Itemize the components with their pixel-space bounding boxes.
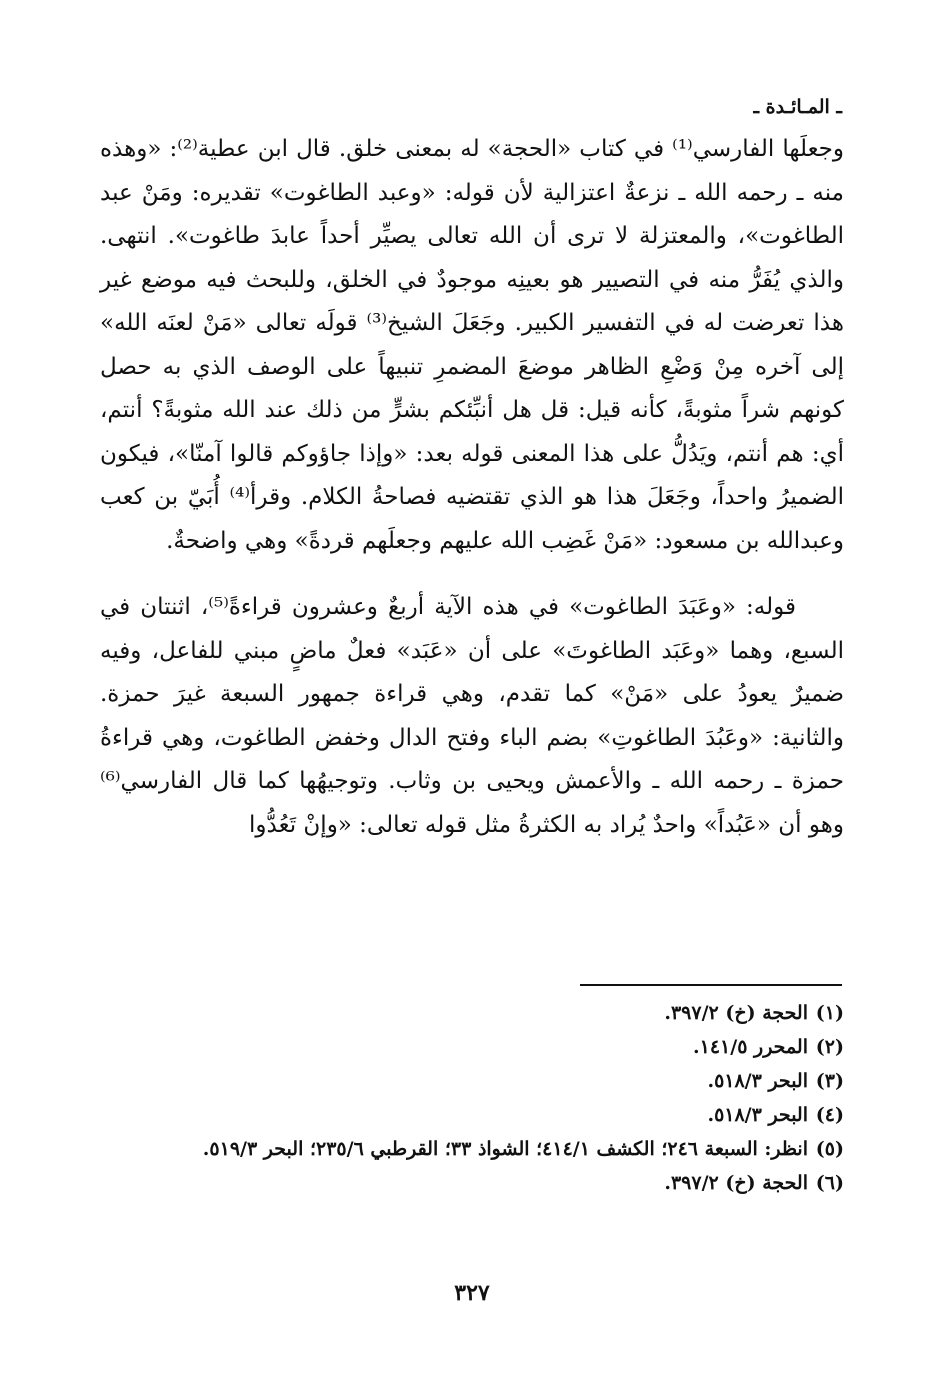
body-paragraph-2: قوله: «وعَبَدَ الطاغوت» في هذه الآية أربعٌ وعشرون قراءةً⁽⁵⁾، اثنتان في السبع، وهما «وعَبَد الطاغوتَ» على أن «عَبَد» فعلٌ ماضٍ مبني للفاعل، وفيه ضميرٌ يعودُ على «مَنْ» كما تقدم، وهي قراءة جمهور السبعة غيرَ حمزة. والثانية: «وعَبُدَ الطاغوتِ» بضم الباء وفتح الدال وخفض الطاغوت، وهي قراءةُ حمزة ـ رحمه الله ـ والأعمش ويحيى بن وثاب. وتوجيهُها كما قال الفارسي⁽⁶⁾ وهو أن «عَبُداً» واحدٌ يُراد به الكثرةُ مثل قوله تعالى: «وإنْ تَعُدُّوا <box>100 594 844 838</box>
body-paragraph-1: وجعلَها الفارسي⁽¹⁾ في كتاب «الحجة» له بمعنى خلق. قال ابن عطية⁽²⁾: «وهذه منه ـ رحمه الله ـ نزعةٌ اعتزالية لأن قوله: «وعبد الطاغوت» تقديره: ومَنْ عبد الطاغوت»، والمعتزلة لا ترى أن الله تعالى يصيِّر أحداً عابدَ طاغوت». انتهى. والذي يُفَرُّ منه في التصيير هو بعينِه موجودٌ في الخلق، وللبحث فيه موضع غير هذا تعرضت له في التفسير الكبير. وجَعَلَ الشيخ⁽³⁾ قولَه تعالى «مَنْ لعنَه الله» إلى آخره مِنْ وَضْعِ الظاهر موضعَ المضمرِ تنبيهاً على الوصف الذي به حصل كونهم شراً مثوبةً، كأنه قيل: قل هل أنبِّئكم بشرٍّ من ذلك عند الله مثوبةً؟ أنتم، أي: هم أنتم، ويَدُلُّ على هذا المعنى قوله بعد: «وإذا جاؤوكم قالوا آمنّا»، فيكون الضميرُ واحداً، وجَعَلَ هذا هو الذي تقتضيه فصاحةُ الكلام. وقرأ⁽⁴⁾ أُبَيّ بن كعب وعبدالله بن مسعود: «مَنْ غَضِب الله عليهم وجعلَهم قردةً» وهي واضحةٌ. <box>100 136 845 554</box>
footnote-text: الحجة (خ) ٣٩٧/٢. <box>664 1172 808 1194</box>
footnote-3 <box>138 1064 844 1098</box>
footnote-text: انظر: السبعة ٢٤٦؛ الكشف ٤١٤/١؛ الشواذ ٣٣؛ القرطبي ٢٣٥/٦؛ البحر ٥١٩/٣. <box>202 1138 808 1160</box>
page-number: ٣٢٧ <box>454 1280 490 1306</box>
footnote-6 <box>138 1166 844 1200</box>
footnote-number: (٤) <box>815 1104 844 1126</box>
footnote-number: (٥) <box>815 1138 844 1160</box>
footnotes-section <box>138 996 844 1200</box>
footnote-text: المحرر ١٤١/٥. <box>693 1036 808 1058</box>
footnote-text: الحجة (خ) ٣٩٧/٢. <box>664 1002 808 1024</box>
footnote-number: (١) <box>815 1002 844 1024</box>
footnote-number: (٦) <box>815 1172 844 1194</box>
footnote-4 <box>138 1098 844 1132</box>
footnote-number: (٣) <box>815 1070 844 1092</box>
footnote-number: (٢) <box>815 1036 844 1058</box>
footnote-5 <box>138 1132 844 1166</box>
footnote-divider <box>580 984 842 986</box>
footnote-1 <box>138 996 844 1030</box>
footnote-text: البحر ٥١٨/٣. <box>707 1070 808 1092</box>
footnote-text: البحر ٥١٨/٣. <box>707 1104 808 1126</box>
footnote-2 <box>138 1030 844 1064</box>
running-header: ـ المـائـدة ـ <box>753 96 842 118</box>
main-text-body <box>100 128 844 847</box>
